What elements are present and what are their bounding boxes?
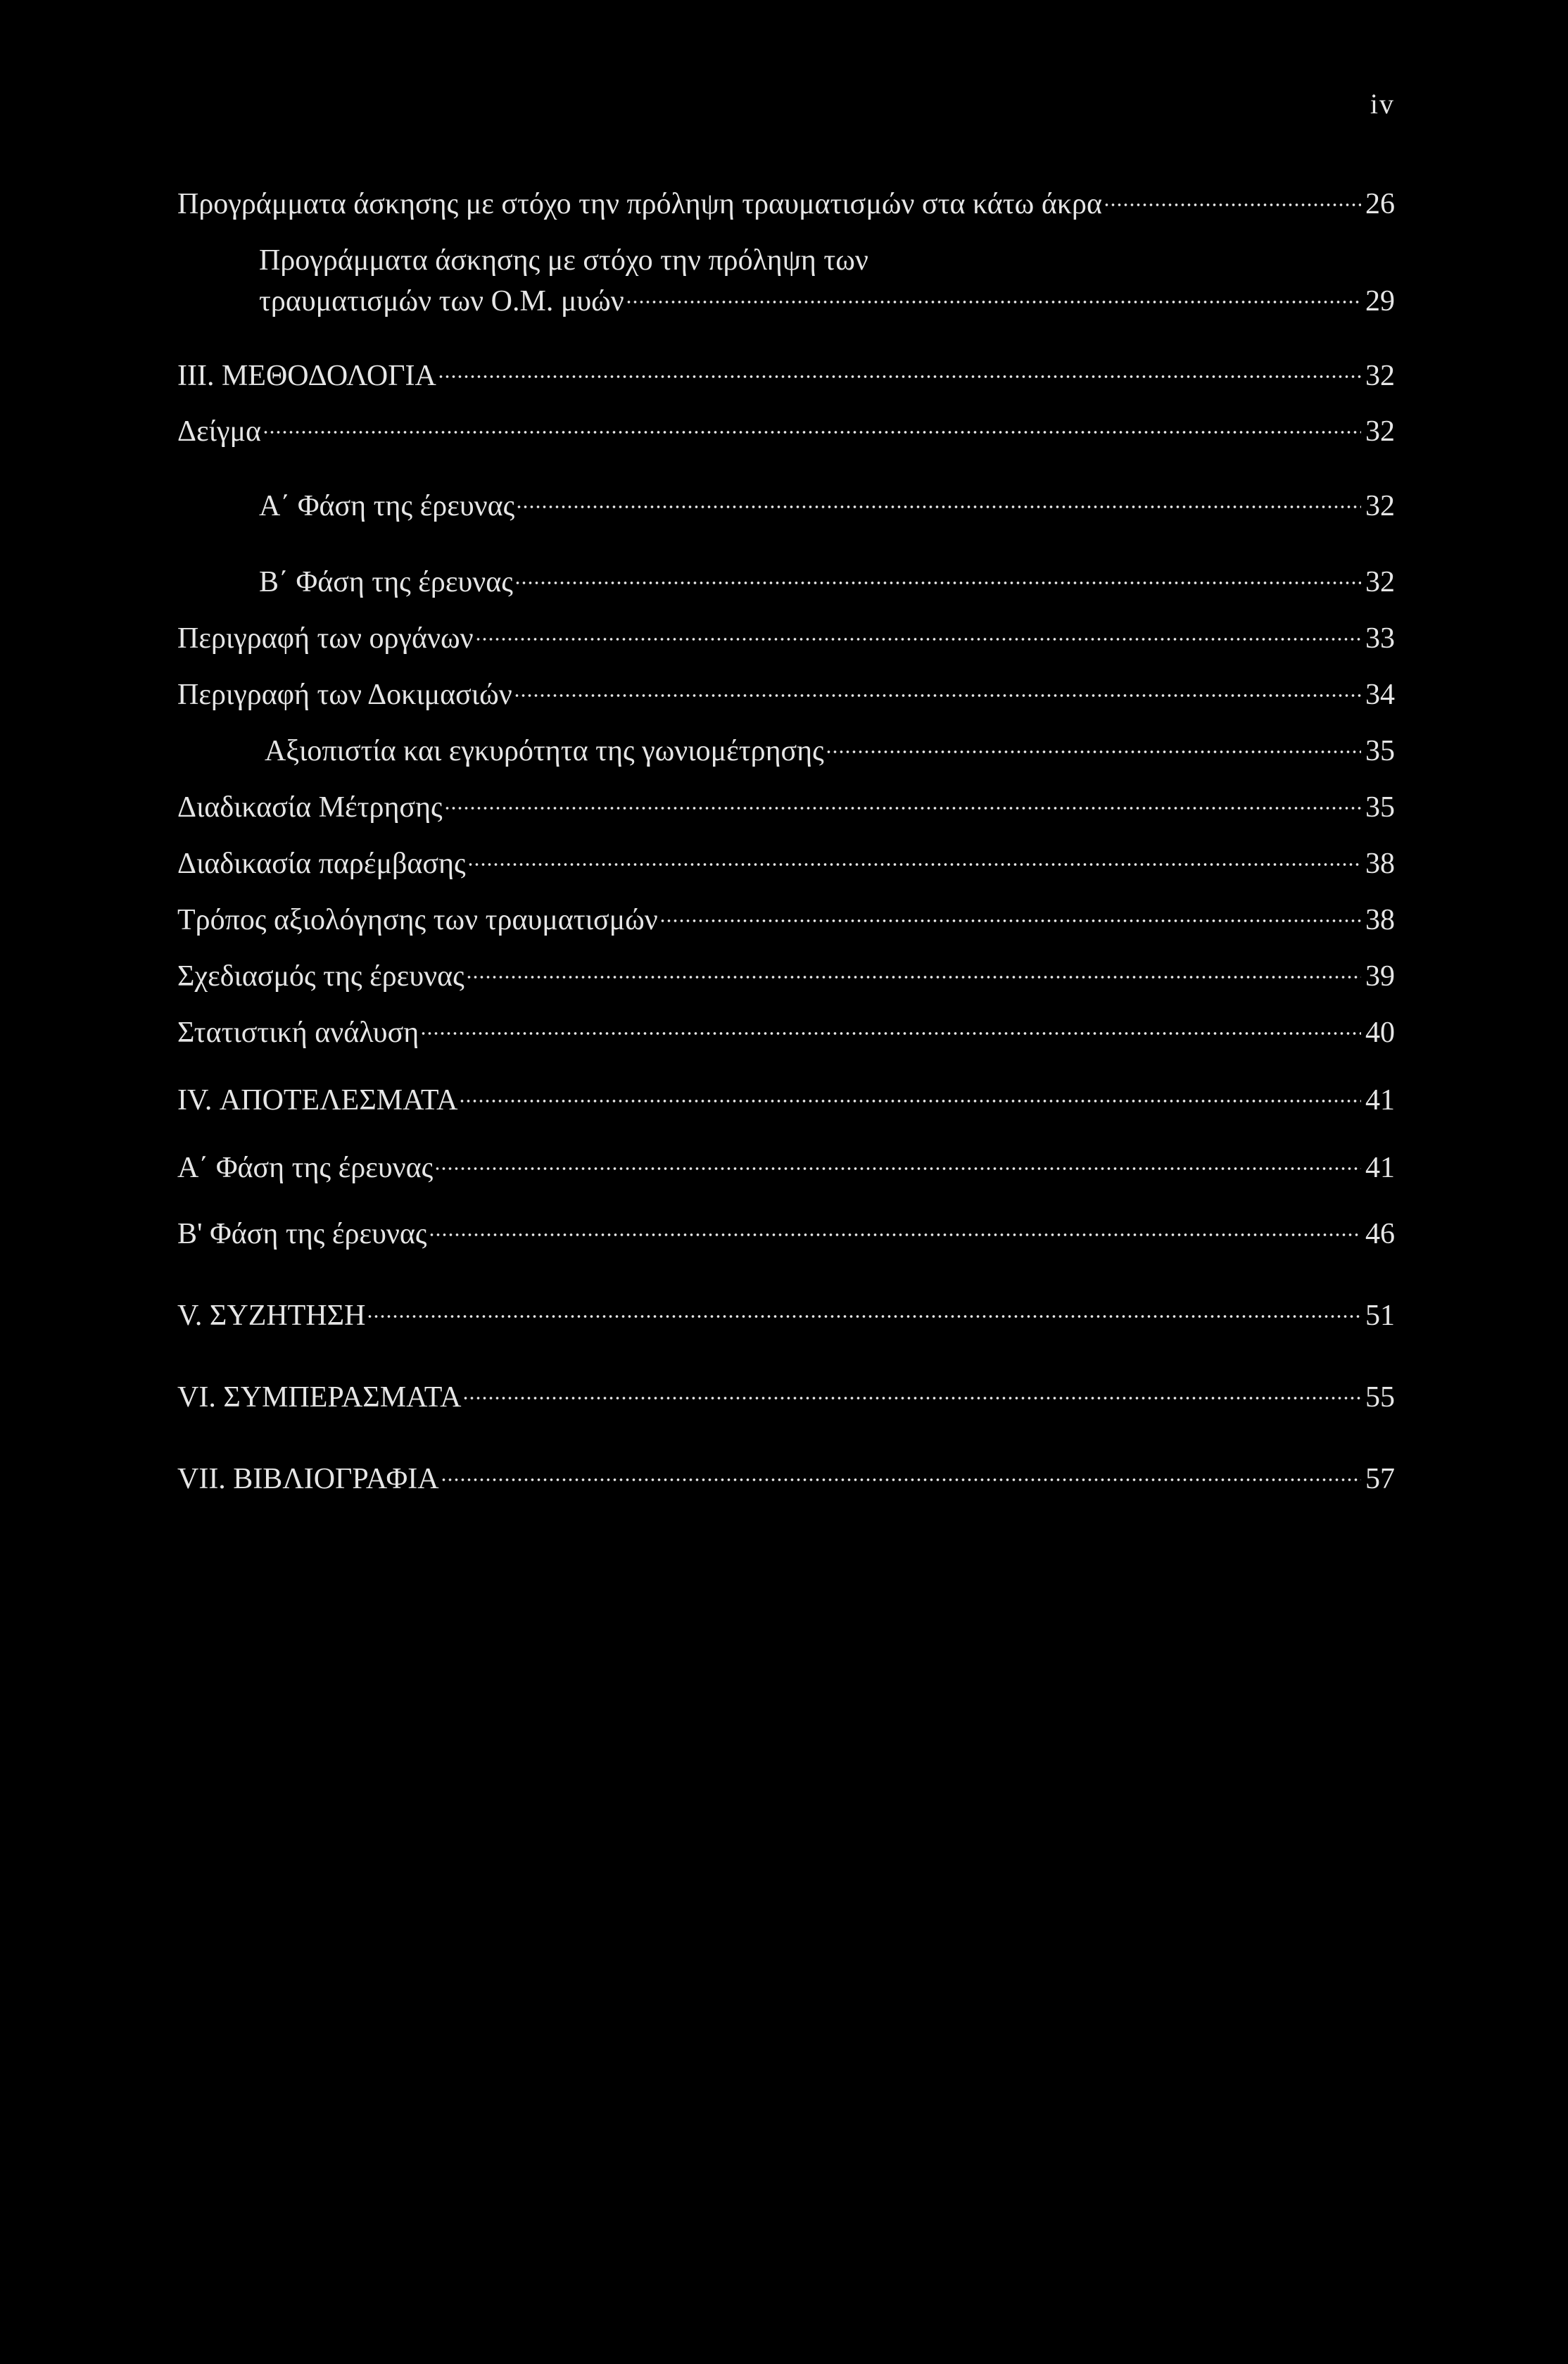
toc-entry <box>177 844 1395 884</box>
dot-leader <box>367 1314 1361 1319</box>
dot-leader <box>420 1031 1361 1036</box>
toc-entry-page: 32 <box>1365 566 1395 598</box>
toc-entry-page: 38 <box>1365 848 1395 880</box>
dot-leader <box>626 300 1361 304</box>
toc-entry-title: Α΄ Φάση της έρευνας <box>177 1152 434 1184</box>
toc-entry <box>177 486 1395 526</box>
toc-entry <box>177 619 1395 658</box>
dot-leader <box>434 1167 1361 1171</box>
dot-leader <box>441 1478 1361 1482</box>
toc-entry-page: 55 <box>1365 1381 1395 1414</box>
toc-entry-title: Αξιοπιστία και εγκυρότητα της γωνιομέτρησης <box>265 735 824 767</box>
toc-entry-title: Δείγμα <box>177 415 262 448</box>
dot-leader <box>514 581 1361 585</box>
dot-leader <box>444 806 1361 810</box>
toc-entry-page: 46 <box>1365 1218 1395 1250</box>
toc-entry-chapter <box>177 1459 1395 1499</box>
toc-entry-title: Α΄ Φάση της έρευνας <box>259 490 515 522</box>
toc-entry-page: 35 <box>1365 735 1395 767</box>
dot-leader <box>462 1396 1361 1400</box>
toc-entry-title: VI. ΣΥΜΠΕΡΑΣΜΑΤΑ <box>177 1381 462 1414</box>
toc-entry-page: 32 <box>1365 360 1395 392</box>
toc-entry-chapter <box>177 1378 1395 1417</box>
dot-leader <box>826 750 1361 754</box>
toc-entry <box>177 562 1395 602</box>
toc-entry <box>177 731 1395 771</box>
toc-entry-multiline <box>177 241 1395 321</box>
toc-entry <box>177 1148 1395 1188</box>
toc-entry-page: 51 <box>1365 1300 1395 1332</box>
toc-entry <box>177 412 1395 451</box>
dot-leader <box>459 1099 1361 1103</box>
toc-entry-title: Τρόπος αξιολόγησης των τραυματισμών <box>177 904 658 936</box>
toc-entry-page: 39 <box>1365 960 1395 993</box>
toc-entry <box>177 675 1395 715</box>
toc-entry <box>177 1214 1395 1254</box>
dot-leader <box>516 505 1361 509</box>
toc-entry-page: 38 <box>1365 904 1395 936</box>
toc-entry-chapter <box>177 356 1395 396</box>
toc-entry-chapter <box>177 1296 1395 1335</box>
toc-entry-page: 41 <box>1365 1152 1395 1184</box>
toc-entry-page: 32 <box>1365 415 1395 448</box>
toc-entry <box>177 184 1395 224</box>
toc-entry-page: 29 <box>1365 285 1395 317</box>
toc-entry-chapter <box>177 1081 1395 1120</box>
toc-entry-page: 41 <box>1365 1084 1395 1117</box>
toc-entry-title: Διαδικασία παρέμβασης <box>177 848 466 880</box>
toc-entry-title: Προγράμματα άσκησης με στόχο την πρόληψη τραυματισμών στα κάτω άκρα <box>177 188 1102 220</box>
toc-entry-title: III. ΜΕΘΟΔΟΛΟΓΙΑ <box>177 360 436 392</box>
dot-leader <box>659 919 1361 923</box>
toc-entry-title: τραυματισμών των Ο.Μ. μυών <box>259 285 624 317</box>
toc-entry-page: 34 <box>1365 679 1395 711</box>
toc-entry-page: 26 <box>1365 188 1395 220</box>
toc-entry-title: Στατιστική ανάλυση <box>177 1017 419 1049</box>
dot-leader <box>1104 203 1361 207</box>
dot-leader <box>429 1233 1361 1237</box>
table-of-contents <box>177 184 1395 1499</box>
dot-leader <box>514 693 1361 698</box>
toc-entry-title: Σχεδιασμός της έρευνας <box>177 960 464 993</box>
toc-entry-page: 57 <box>1365 1463 1395 1495</box>
toc-entry <box>177 788 1395 827</box>
toc-entry-title: Διαδικασία Μέτρησης <box>177 791 443 824</box>
dot-leader <box>263 430 1361 434</box>
toc-entry <box>177 1013 1395 1052</box>
toc-entry <box>177 957 1395 996</box>
toc-entry-title: Β΄ Φάση της έρευνας <box>259 566 513 598</box>
toc-entry-title: IV. ΑΠΟΤΕΛΕΣΜΑΤΑ <box>177 1084 458 1117</box>
toc-entry <box>259 282 1395 321</box>
toc-entry <box>177 900 1395 940</box>
toc-entry-title: Περιγραφή των οργάνων <box>177 622 474 655</box>
toc-entry-page: 32 <box>1365 490 1395 522</box>
toc-entry-title: V. ΣΥΖΗΤΗΣΗ <box>177 1300 366 1332</box>
dot-leader <box>466 975 1361 979</box>
page-number: iv <box>1370 88 1395 120</box>
toc-entry-title: VII. ΒΙΒΛΙΟΓΡΑΦΙΑ <box>177 1463 439 1495</box>
dot-leader <box>438 375 1361 379</box>
dot-leader <box>467 862 1361 867</box>
toc-entry-page: 40 <box>1365 1017 1395 1049</box>
toc-entry-page: 35 <box>1365 791 1395 824</box>
toc-entry-title: Β' Φάση της έρευνας <box>177 1218 427 1250</box>
dot-leader <box>475 637 1361 641</box>
toc-entry-page: 33 <box>1365 622 1395 655</box>
toc-entry-title-line1: Προγράμματα άσκησης με στόχο την πρόληψη των <box>259 244 868 277</box>
toc-entry-title: Περιγραφή των Δοκιμασιών <box>177 679 512 711</box>
